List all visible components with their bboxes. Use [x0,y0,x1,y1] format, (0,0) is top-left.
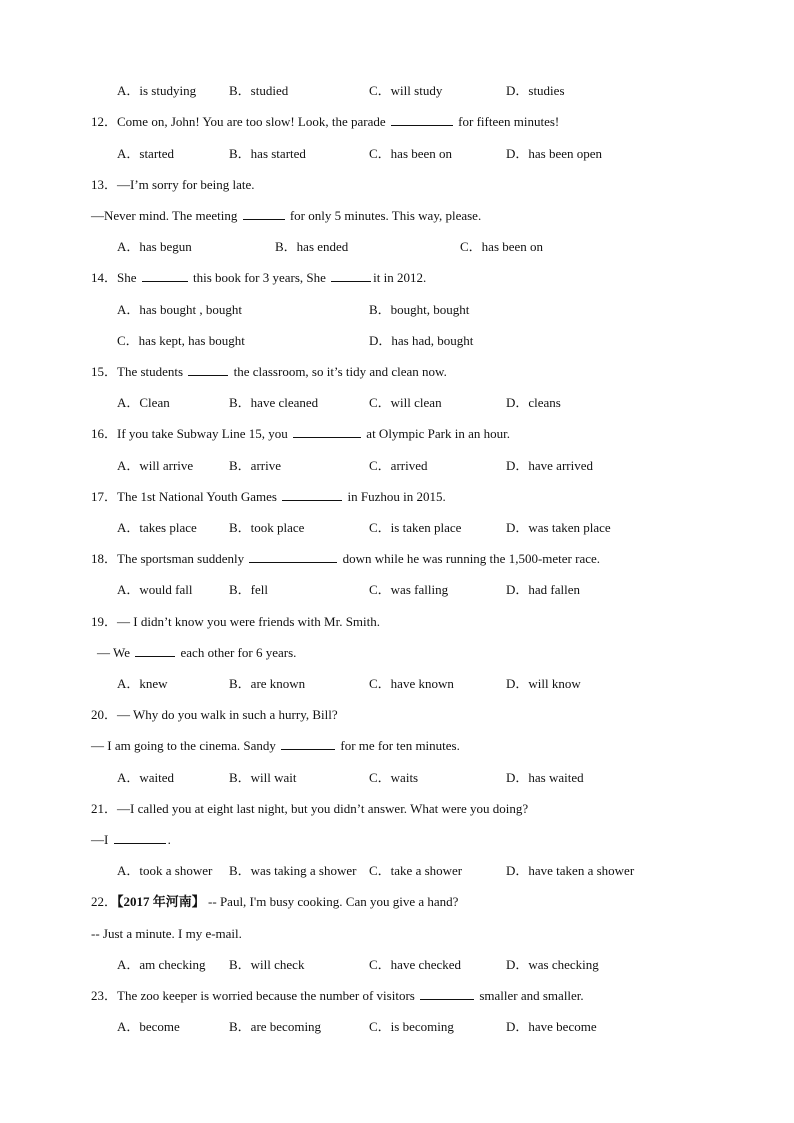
q15-stem: 15．The students the classroom, so it’s tidy and clean now. [91,364,447,379]
q14-option-c[interactable]: C．has kept, has bought [117,333,245,348]
q19-option-c[interactable]: C．have known [369,676,454,691]
q12-option-d[interactable]: D．has been open [506,146,603,161]
q22-option-b[interactable]: B．will check [229,957,305,972]
q22-reply: -- Just a minute. I my e-mail. [91,926,242,941]
q11-option-c[interactable]: C．will study [369,83,443,98]
q12-option-c[interactable]: C．has been on [369,146,453,161]
q19-reply: — We each other for 6 years. [97,645,297,660]
q18-number: 18． [91,551,118,566]
q21-option-c[interactable]: C．take a shower [369,863,463,878]
q13-option-c[interactable]: C．has been on [460,239,544,254]
q22-option-a[interactable]: A．am checking [117,957,206,972]
q11-option-d[interactable]: D．studies [506,83,565,98]
q17-option-d[interactable]: D．was taken place [506,520,611,535]
q17-option-a[interactable]: A．takes place [117,520,197,535]
q19-option-d[interactable]: D．will know [506,676,581,691]
answer-blank [420,988,474,1000]
q13-number: 13． [91,177,118,192]
q16-stem: 16．If you take Subway Line 15, you at Olympic Park in an hour. [91,426,510,441]
q20-option-d[interactable]: D．has waited [506,770,584,785]
q19-number: 19． [91,614,118,629]
q18-stem: 18．The sportsman suddenly down while he was running the 1,500-meter race. [91,551,601,566]
q22-option-d[interactable]: D．was checking [506,957,599,972]
q22-source-tag: 【2017 年河南】 [117,894,205,909]
q18-option-d[interactable]: D．had fallen [506,582,581,597]
q23-number: 23． [91,988,118,1003]
answer-blank [331,270,371,282]
q12-option-b[interactable]: B．has started [229,146,306,161]
answer-blank [243,208,285,220]
answer-blank [391,114,453,126]
q21-option-a[interactable]: A．took a shower [117,863,213,878]
answer-blank [249,551,337,563]
q22-number: 22． [91,894,118,909]
q15-option-c[interactable]: C．will clean [369,395,442,410]
q23-option-c[interactable]: C．is becoming [369,1019,454,1034]
q17-number: 17． [91,489,118,504]
q21-reply: —I . [91,832,171,847]
q17-option-c[interactable]: C．is taken place [369,520,462,535]
answer-blank [142,270,188,282]
q22-option-c[interactable]: C．have checked [369,957,462,972]
q16-option-b[interactable]: B．arrive [229,458,281,473]
q20-number: 20． [91,707,118,722]
q12-number: 12． [91,114,118,129]
q13-option-a[interactable]: A．has begun [117,239,192,254]
q20-reply: — I am going to the cinema. Sandy for me for ten minutes. [91,738,460,753]
q22-stem: 22．【2017 年河南】 -- Paul, I'm busy cooking. Can you give a hand? [91,894,459,909]
q16-number: 16． [91,426,118,441]
q21-option-d[interactable]: D．have taken a shower [506,863,635,878]
q14-stem: 14．She this book for 3 years, She it in 2012. [91,270,427,285]
q14-number: 14． [91,270,118,285]
answer-blank [293,426,361,438]
q18-option-b[interactable]: B．fell [229,582,268,597]
q23-option-a[interactable]: A．become [117,1019,180,1034]
answer-blank [135,645,175,657]
q13-option-b[interactable]: B．has ended [275,239,349,254]
q14-option-d[interactable]: D．has had, bought [369,333,474,348]
q20-option-a[interactable]: A．waited [117,770,175,785]
q11-option-a[interactable]: A．is studying [117,83,197,98]
q19-option-a[interactable]: A．knew [117,676,168,691]
q14-option-a[interactable]: A．has bought , bought [117,302,242,317]
q15-option-a[interactable]: A．Clean [117,395,170,410]
q15-option-b[interactable]: B．have cleaned [229,395,319,410]
q23-stem: 23．The zoo keeper is worried because the number of visitors smaller and smaller. [91,988,584,1003]
q18-option-a[interactable]: A．would fall [117,582,193,597]
q17-stem: 17．The 1st National Youth Games in Fuzhou in 2015. [91,489,446,504]
q18-option-c[interactable]: C．was falling [369,582,449,597]
q21-stem: 21．—I called you at eight last night, but you didn’t answer. What were you doing? [91,801,529,816]
q13-reply: —Never mind. The meeting for only 5 minutes. This way, please. [91,208,482,223]
q11-option-b[interactable]: B．studied [229,83,289,98]
answer-blank [282,489,342,501]
q16-option-d[interactable]: D．have arrived [506,458,593,473]
q20-stem: 20．— Why do you walk in such a hurry, Bill? [91,707,338,722]
answer-blank [281,738,335,750]
q12-stem: 12．Come on, John! You are too slow! Look, the parade for fifteen minutes! [91,114,560,129]
q23-option-b[interactable]: B．are becoming [229,1019,322,1034]
q21-number: 21． [91,801,118,816]
q17-option-b[interactable]: B．took place [229,520,305,535]
q23-option-d[interactable]: D．have become [506,1019,597,1034]
q16-option-a[interactable]: A．will arrive [117,458,194,473]
q15-number: 15． [91,364,118,379]
q13-stem: 13．—I’m sorry for being late. [91,177,255,192]
q19-option-b[interactable]: B．are known [229,676,306,691]
q19-stem: 19．— I didn’t know you were friends with Mr. Smith. [91,614,381,629]
q12-option-a[interactable]: A．started [117,146,175,161]
answer-blank [114,832,166,844]
q14-option-b[interactable]: B．bought, bought [369,302,470,317]
q20-option-c[interactable]: C．waits [369,770,419,785]
q16-option-c[interactable]: C．arrived [369,458,428,473]
q20-option-b[interactable]: B．will wait [229,770,297,785]
answer-blank [188,364,228,376]
q21-option-b[interactable]: B．was taking a shower [229,863,357,878]
q15-option-d[interactable]: D．cleans [506,395,561,410]
